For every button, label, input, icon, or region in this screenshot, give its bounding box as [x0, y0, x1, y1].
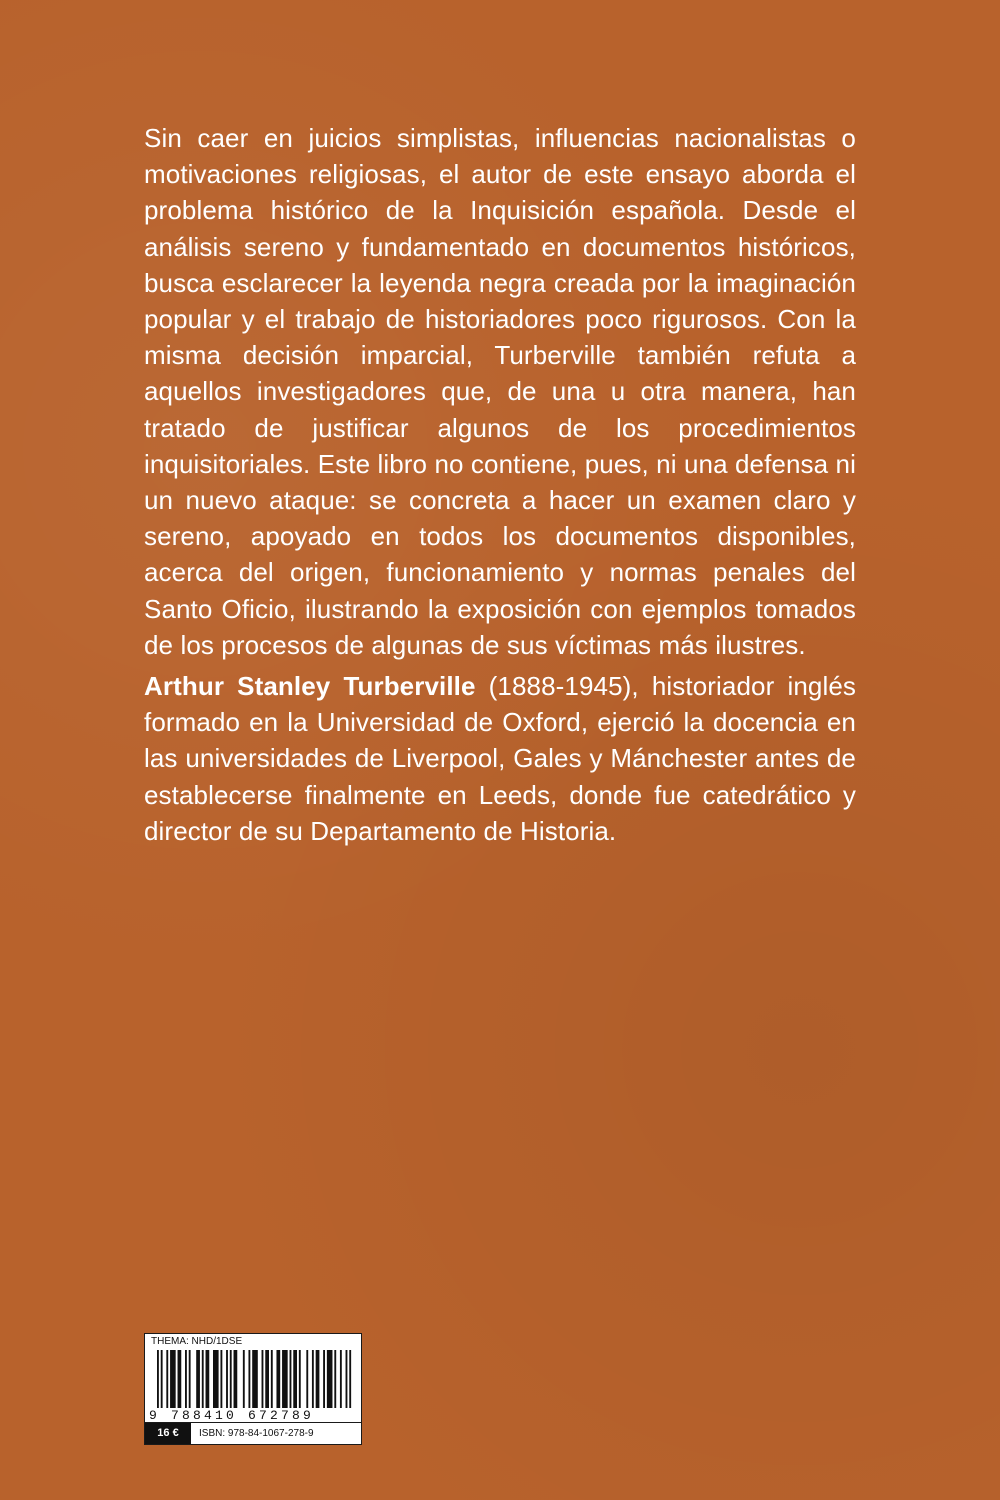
isbn-text: ISBN: 978-84-1067-278-9	[199, 1428, 314, 1439]
author-name: Arthur Stanley Turberville	[144, 671, 476, 702]
back-cover-text	[144, 120, 856, 849]
barcode-icon	[157, 1350, 353, 1408]
price-isbn-row	[145, 1422, 361, 1444]
thema-code: THEMA: NHD/1DSE	[151, 1336, 243, 1347]
price-tag: 16 €	[145, 1423, 191, 1444]
author-bio-paragraph	[144, 668, 856, 849]
synopsis-paragraph: Sin caer en juicios simplistas, influencias nacionalistas o motivaciones religiosas, el autor de este ensayo aborda el problema histórico de la Inquisición española. Desde el análisis sereno y fundamentado en documentos históricos, busca esclarecer la leyenda negra creada por la imaginación popular y el trabajo de historiadores poco rigurosos. Con la misma decisión imparcial, Turberville también refuta a aquellos investigadores que, de una u otra manera, han tratado de justificar algunos de los procedimientos inquisitoriales. Este libro no contiene, pues, ni una defensa ni un nuevo ataque: se concreta a hacer un examen claro y sereno, apoyado en todos los documentos disponibles, acerca del origen, funcionamiento y normas penales del Santo Oficio, ilustrando la exposición con ejemplos tomados de los procesos de algunas de sus víctimas más ilustres.	[144, 123, 856, 660]
barcode-label	[144, 1333, 362, 1445]
barcode-number: 9 788410 672789	[149, 1408, 315, 1423]
author-bio-text: (1888-1945), historiador inglés formado en la Universidad de Oxford, ejerció la docencia en las universidades de Liverpool, Gales y Mánchester antes de establecerse finalmente en Leeds, donde fue catedrático y director de su Departamento de Historia.	[144, 671, 856, 846]
